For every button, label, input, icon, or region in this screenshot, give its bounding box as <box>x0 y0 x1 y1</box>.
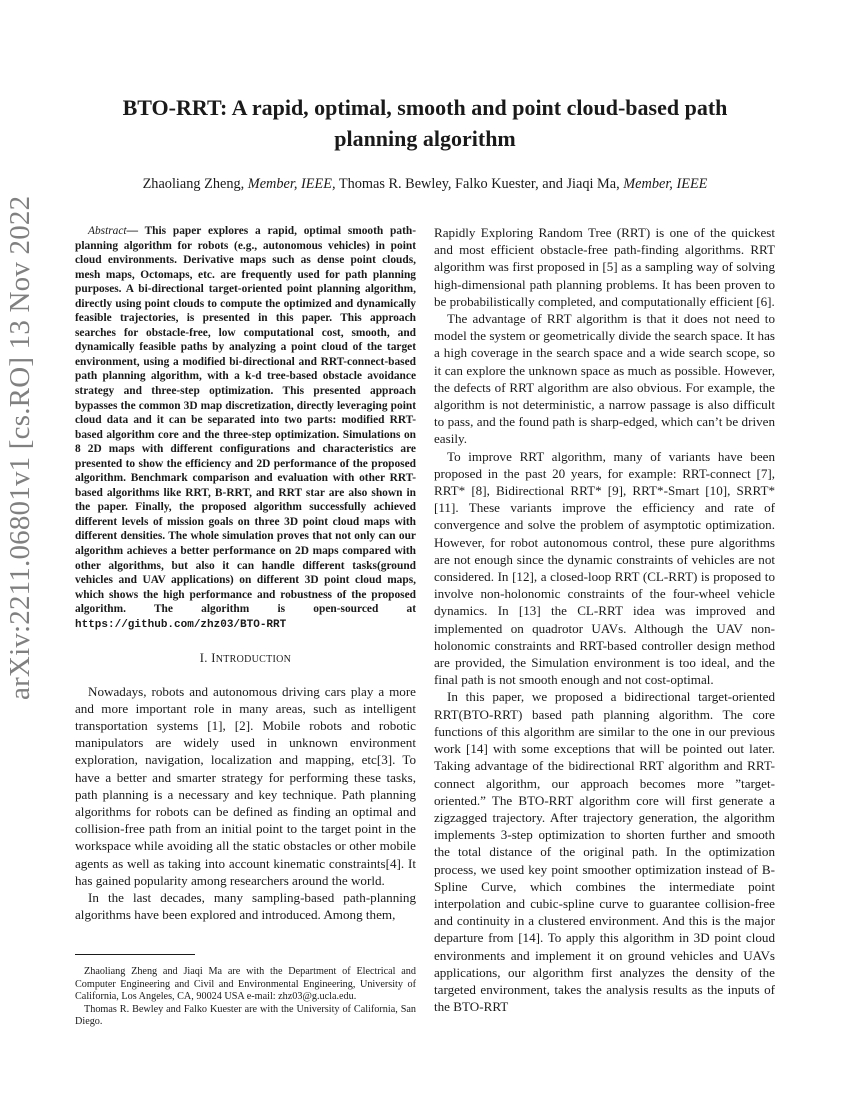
right-column <box>434 224 775 1015</box>
intro-paragraph: Nowadays, robots and autonomous driving cars play a more and more important role in many areas, such as intelligent transportation systems [1], [2]. Mobile robots and robotic manipulators are widely used in unknown environment exploration, navigation, localization and mapping, etc[3]. To have a better and smarter strategy for performing these tasks, path planning is a necessary and key technique. Path planning algorithms for robots can be defined as finding an optimal and collision-free path from an initial point to the target point in the workspace while avoiding all the static obstacles or other mobile agents as well as taking into account kinematic constraints[4]. It has gained popularity among researchers around the world. <box>75 683 416 888</box>
author-list <box>90 176 760 193</box>
intro-paragraph: In the last decades, many sampling-based path-planning algorithms have been explored and introduced. Among them, <box>75 889 416 923</box>
section-title-initial: I <box>211 651 216 666</box>
author-affiliation: Member, IEEE, <box>247 176 336 192</box>
section-numeral: I. <box>199 651 212 666</box>
author-name: Thomas R. Bewley, Falko Kuester, and Jiaqi Ma, <box>335 176 624 192</box>
author-affiliation: Member, IEEE <box>623 176 708 192</box>
arxiv-id-stamp: arXiv:2211.06801v1 [cs.RO] 13 Nov 2022 <box>4 195 36 700</box>
author-name: Zhaoliang Zheng, <box>142 176 248 192</box>
footnote-affiliation: Thomas R. Bewley and Falko Kuester are with the University of California, San Diego. <box>75 1003 416 1028</box>
section-title-rest: NTRODUCTION <box>215 654 292 666</box>
abstract <box>75 224 416 632</box>
abstract-label: Abstract <box>88 225 127 237</box>
body-paragraph: Rapidly Exploring Random Tree (RRT) is one of the quickest and most efficient obstacle-free path-finding algorithms. RRT algorithm was first proposed in [5] as a sampling way of solving high-dimensional path planning problems. It has been proven to be probabilistically completed, and computationally efficient [6]. <box>434 225 775 309</box>
paper-title <box>90 92 760 154</box>
left-column <box>75 224 416 923</box>
title-line-1: BTO-RRT: A rapid, optimal, smooth and point cloud-based path <box>122 95 728 120</box>
repo-link[interactable]: https://github.com/zhz03/BTO-RRT <box>75 618 287 631</box>
footnote-divider <box>75 954 195 955</box>
title-line-2: planning algorithm <box>334 126 516 151</box>
footnote-affiliation: Zhaoliang Zheng and Jiaqi Ma are with the Department of Electrical and Computer Engineering and Civil and Environmental Engineering, University of California, Los Angeles, CA, 90024 USA e-mail: zhz03@g.ucla.edu. <box>75 966 416 1003</box>
body-paragraph: In this paper, we proposed a bidirectional target-oriented RRT(BTO-RRT) based path planning algorithm. The core functions of this algorithm are similar to the one in our previous work [14] with some exceptions that will be pointed out later. Taking advantage of the bidirectional RRT algorithm and RRT-connect algorithm, our approach becomes more ”target-oriented.” The BTO-RRT algorithm core will first generate a zigzagged trajectory. After trajectory generation, the algorithm implements 3-step optimization to shorten further and smooth the total distance of the original path. In the optimization process, we used key point smoother optimization instead of B-Spline Curve, which combines the intermediate point interpolation and cubic-spline curve to guarantee collision-free and continuity in a clustered environment. And this is the major departure from [14]. To apply this algorithm in 3D point cloud environments and implement it on ground vehicles and UAVs applications, our algorithm first analyzes the density of the targeted environment, takes the analysis results as the inputs of the BTO-RRT <box>434 689 775 1015</box>
body-paragraph: The advantage of RRT algorithm is that it does not need to model the system or geometrically divide the search space. It has a high coverage in the search space and a wide search scope, so it can explore the unknown space as much as possible. However, the defects of RRT algorithm are also obvious. For example, the algorithm is not deterministic, a narrow passage is also difficult to pass, and the found path is sharp-edged, which can’t be driven easily. <box>434 311 775 447</box>
abstract-body: — This paper explores a rapid, optimal smooth path-planning algorithm for robots (e.g., autonomous vehicles) in point cloud environments. Derivative maps such as dense point clouds, mesh maps, Octomaps, etc. are frequently used for path planning purposes. A bi-directional target-oriented point planning algorithm, directly using point clouds to compute the optimized and dynamically feasible trajectories, is presented in this paper. This approach searches for obstacle-free, low computational cost, smooth, and dynamically feasible paths by analyzing a point cloud of the target environment, using a modified bi-directional and RRT-connect-based path planning algorithm, with a k-d tree-based obstacle avoidance strategy and three-step optimization. This presented approach bypasses the common 3D map discretization, directly leveraging point cloud data and it can be separated into two parts: modified RRT-based algorithm core and the three-step optimization. Simulations on 8 2D maps with different configurations and characteristics are presented to show the efficiency and 2D performance of the proposed algorithm. Benchmark comparison and evaluation with other RRT-based algorithms like RRT, B-RRT, and RRT star are also shown in the paper. Finally, the proposed algorithm successfully achieved different levels of mission goals on three 3D point cloud maps with different densities. The whole simulation proves that not only can our algorithm achieves a better performance on 2D maps compared with other algorithms, but also it can handle different tasks(ground vehicles and UAV applications) on different 3D point cloud maps, which shows the high performance and robustness of the proposed algorithm. The algorithm is open-sourced at <box>75 225 416 616</box>
section-heading-introduction <box>75 650 416 668</box>
footnotes <box>75 960 416 1029</box>
body-paragraph: To improve RRT algorithm, many of variants have been proposed in the past 20 years, for example: RRT-connect [7], RRT* [8], Bidirectional RRT* [9], RRT*-Smart [10], SRRT* [11]. These variants improve the efficiency and rate of convergence and solve the problem of asymptotic optimization. However, for robot autonomous control, these pure algorithms are not enough since the dynamic constraints of vehicles are not considered. In [12], a closed-loop RRT (CL-RRT) is proposed to involve non-holonomic constraints of the four-wheel vehicle dynamics. In [13] the CL-RRT idea was improved and implemented on quadrotor UAVs. Although the UAV non-holonomic constraints and RRT-based controller design method are provided, the Simulation environment is too ideal, and the final path is not smooth enough and not cost-optimal. <box>434 448 775 688</box>
